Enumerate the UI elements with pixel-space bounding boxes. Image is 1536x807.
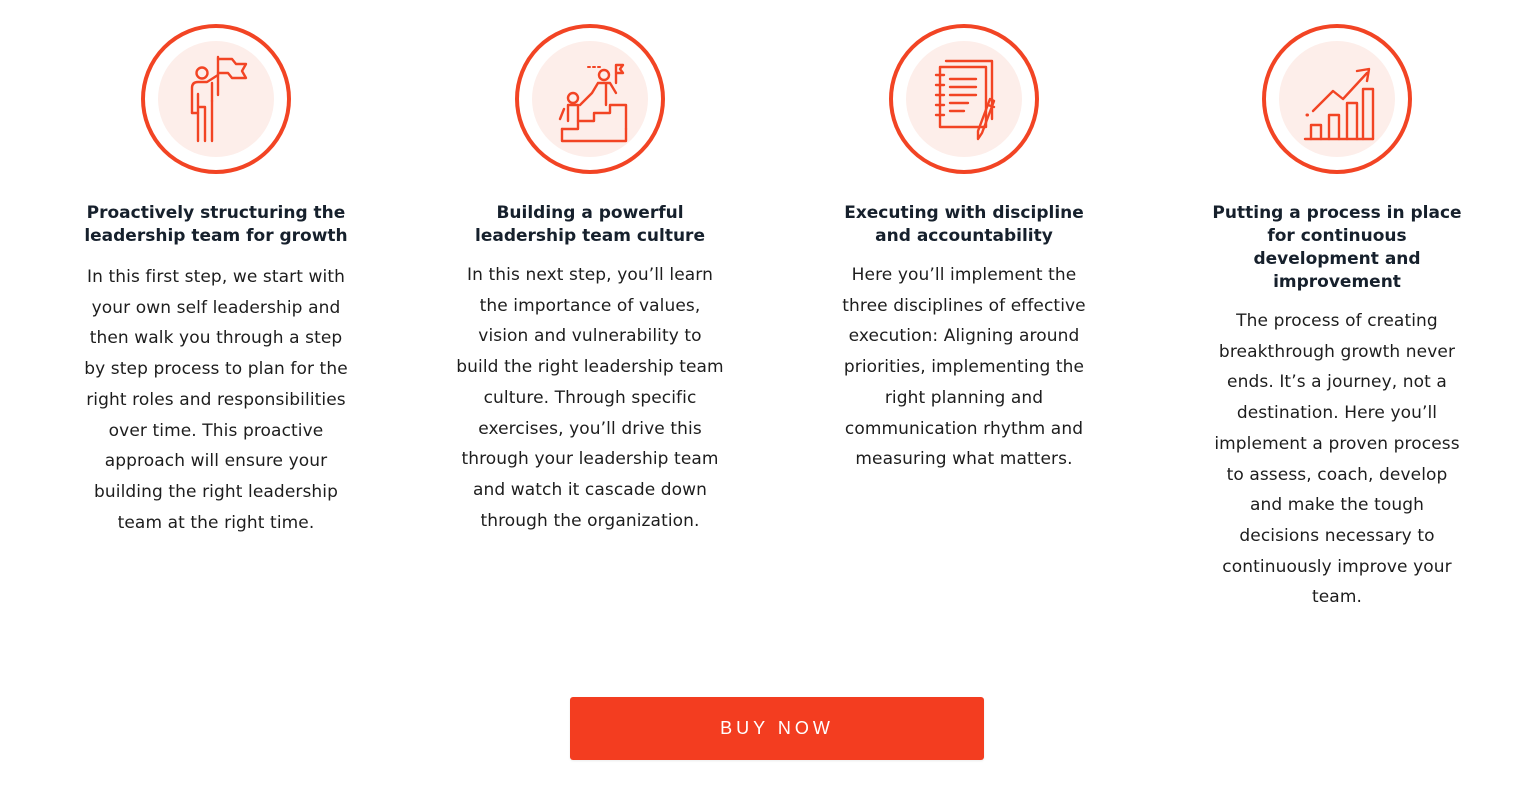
leader-flag-icon xyxy=(166,49,266,149)
icon-circle xyxy=(1262,24,1412,174)
step-description: In this next step, you’ll learn the importance of values, vision and vulnerability to build the right leadership team culture. Through specific exercises, you’ll drive this through your leadership team and watch it cascade down through the organization. xyxy=(456,265,724,531)
team-climbing-stairs-icon xyxy=(540,49,640,149)
step-title: Proactively structuring the leadership team for growth xyxy=(84,203,348,246)
step-description: The process of creating breakthrough growth never ends. It’s a journey, not a destination. Here you’ll implement a proven process to assess, coach, develop and make the tough decisions necessary to continuously improve your team. xyxy=(1214,311,1460,608)
icon-circle xyxy=(515,24,665,174)
icon-circle xyxy=(141,24,291,174)
step-description: Here you’ll implement the three disciplines of effective execution: Aligning around priorities, implementing the right planning and communication rhythm and measuring what matters. xyxy=(842,265,1086,470)
step-card-improvement xyxy=(1187,24,1487,613)
step-title: Putting a process in place for continuous development and improvement xyxy=(1212,203,1462,292)
growth-chart-icon xyxy=(1287,49,1387,149)
buy-now-button[interactable]: BUY NOW xyxy=(570,697,984,760)
step-card-executing xyxy=(814,24,1114,475)
step-card-culture xyxy=(440,24,740,536)
step-description: In this first step, we start with your own self leadership and then walk you through a step by step process to plan for the right roles and responsibilities over time. This proactive approach will ensure your building the right leadership team at the right time. xyxy=(84,267,348,533)
icon-circle xyxy=(889,24,1039,174)
step-card-structuring xyxy=(66,24,366,538)
step-title: Executing with discipline and accountability xyxy=(844,203,1084,246)
notepad-pencil-icon xyxy=(914,49,1014,149)
step-title: Building a powerful leadership team culture xyxy=(475,203,705,246)
